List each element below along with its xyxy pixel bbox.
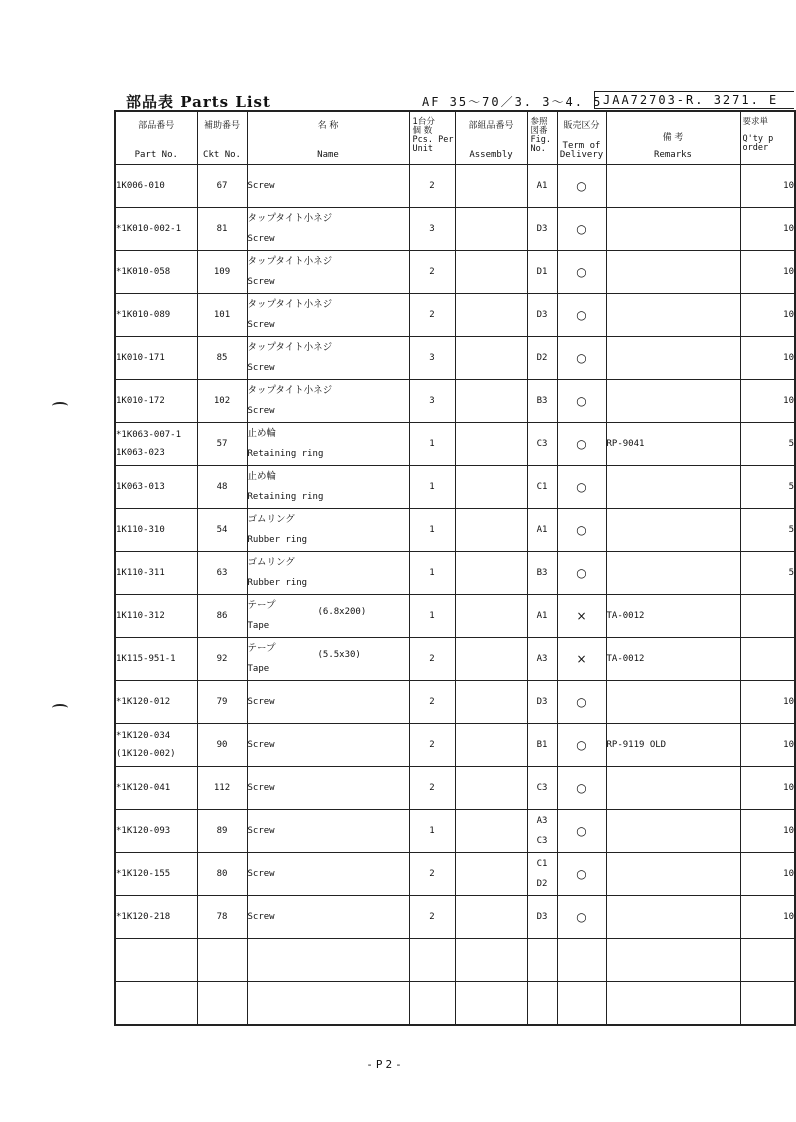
assembly-cell — [455, 294, 527, 337]
name-japanese: テープ — [247, 643, 276, 654]
delivery-cell: × — [557, 595, 606, 638]
name-english: Tape — [247, 621, 270, 631]
ckt-no-cell: 80 — [197, 853, 247, 896]
parts-sheet — [114, 110, 794, 1044]
qty-per-order-cell: 5 — [740, 423, 795, 466]
empty-cell — [115, 939, 197, 982]
part-number: 1K110-311 — [116, 568, 165, 578]
remarks-cell — [606, 208, 740, 251]
name-cell — [247, 165, 409, 208]
remarks-cell — [606, 767, 740, 810]
name-english: Screw — [247, 783, 275, 793]
fig-ref: C3 — [536, 439, 548, 449]
fig-ref: C1 — [536, 482, 548, 492]
name-english: Retaining ring — [247, 449, 324, 459]
part-number: 1K010-171 — [116, 353, 165, 363]
ckt-no-cell: 63 — [197, 552, 247, 595]
part-number: *1K010-002-1 — [116, 224, 182, 234]
col-fig-no: 参照 図番 Fig. No. — [527, 111, 557, 165]
qty-per-order-cell — [740, 595, 795, 638]
qty-per-order-cell: 10 — [740, 767, 795, 810]
name-cell — [247, 552, 409, 595]
empty-cell — [247, 982, 409, 1026]
pcs-per-unit-cell: 3 — [409, 337, 455, 380]
delivery-cell: ○ — [557, 251, 606, 294]
model-designation: AF 35～70／3. 3～4. 5 — [422, 95, 603, 109]
binding-mark — [52, 704, 68, 712]
empty-cell — [557, 982, 606, 1026]
part-number: *1K120-218 — [116, 912, 171, 922]
table-row — [115, 423, 795, 466]
name-cell — [247, 294, 409, 337]
fig-no-cell — [527, 724, 557, 767]
delivery-cell: ○ — [557, 552, 606, 595]
part-no-cell — [115, 681, 197, 724]
name-cell — [247, 681, 409, 724]
table-row — [115, 595, 795, 638]
name-english: Screw — [247, 320, 275, 330]
pcs-per-unit-cell: 1 — [409, 466, 455, 509]
pcs-per-unit-cell: 1 — [409, 595, 455, 638]
remarks-cell — [606, 552, 740, 595]
fig-no-cell — [527, 595, 557, 638]
part-no-cell — [115, 208, 197, 251]
part-no-cell — [115, 294, 197, 337]
table-row — [115, 896, 795, 939]
assembly-cell — [455, 337, 527, 380]
name-english: Screw — [247, 912, 275, 922]
empty-cell — [409, 939, 455, 982]
empty-cell — [740, 939, 795, 982]
fig-no-cell — [527, 165, 557, 208]
part-number: 1K063-013 — [116, 482, 165, 492]
name-cell — [247, 208, 409, 251]
pcs-per-unit-cell: 1 — [409, 509, 455, 552]
qty-per-order-cell: 5 — [740, 509, 795, 552]
ckt-no-cell: 78 — [197, 896, 247, 939]
name-cell — [247, 380, 409, 423]
remarks-cell — [606, 509, 740, 552]
qty-per-order-cell: 10 — [740, 337, 795, 380]
ckt-no-cell: 57 — [197, 423, 247, 466]
fig-ref: A3 — [536, 654, 548, 664]
empty-cell — [455, 939, 527, 982]
fig-ref: D3 — [536, 912, 548, 922]
ckt-no-cell: 101 — [197, 294, 247, 337]
table-row — [115, 810, 795, 853]
assembly-cell — [455, 853, 527, 896]
delivery-cell: ○ — [557, 681, 606, 724]
delivery-cell: ○ — [557, 380, 606, 423]
remarks-cell — [606, 810, 740, 853]
fig-ref: A1 — [536, 611, 548, 621]
assembly-cell — [455, 896, 527, 939]
assembly-cell — [455, 466, 527, 509]
fig-no-cell — [527, 853, 557, 896]
name-japanese: 止め輪 — [247, 428, 277, 439]
empty-cell — [247, 939, 409, 982]
col-part-no: 部品番号 Part No. — [115, 111, 197, 165]
col-pcs-per-unit: 1台分 個 数 Pcs. Per Unit — [409, 111, 455, 165]
name-english: Screw — [247, 697, 275, 707]
assembly-cell — [455, 423, 527, 466]
table-row — [115, 380, 795, 423]
fig-ref: A1 — [536, 525, 548, 535]
assembly-cell — [455, 810, 527, 853]
qty-per-order-cell: 10 — [740, 165, 795, 208]
part-number: *1K120-034 — [116, 731, 171, 741]
part-no-cell — [115, 380, 197, 423]
pcs-per-unit-cell: 2 — [409, 294, 455, 337]
delivery-cell: ○ — [557, 509, 606, 552]
dimension-spec: (5.5x30) — [317, 650, 361, 660]
part-no-cell — [115, 509, 197, 552]
document-code: JAA72703-R. 3271. E — [594, 91, 794, 109]
col-remarks: 備 考 Remarks — [606, 111, 740, 165]
empty-cell — [527, 939, 557, 982]
dimension-spec: (6.8x200) — [317, 607, 367, 617]
empty-cell — [409, 982, 455, 1026]
table-row — [115, 509, 795, 552]
fig-ref: C1 — [536, 859, 548, 869]
fig-ref: A3 — [536, 816, 548, 826]
fig-no-cell — [527, 509, 557, 552]
remarks-cell — [606, 294, 740, 337]
name-english: Rubber ring — [247, 578, 308, 588]
name-english: Screw — [247, 181, 275, 191]
name-cell — [247, 466, 409, 509]
name-cell — [247, 810, 409, 853]
part-number: *1K010-058 — [116, 267, 171, 277]
fig-no-cell — [527, 294, 557, 337]
remarks-cell: RP-9041 — [606, 423, 740, 466]
name-english: Screw — [247, 869, 275, 879]
fig-ref: C3 — [536, 783, 548, 793]
fig-no-cell — [527, 638, 557, 681]
pcs-per-unit-cell: 2 — [409, 767, 455, 810]
delivery-cell: ○ — [557, 294, 606, 337]
remarks-cell: RP-9119 OLD — [606, 724, 740, 767]
table-row — [115, 466, 795, 509]
empty-cell — [197, 939, 247, 982]
col-ckt-no: 補助番号 Ckt No. — [197, 111, 247, 165]
pcs-per-unit-cell: 1 — [409, 552, 455, 595]
fig-no-cell — [527, 466, 557, 509]
ckt-no-cell: 86 — [197, 595, 247, 638]
remarks-cell — [606, 853, 740, 896]
fig-no-cell — [527, 681, 557, 724]
fig-ref: C3 — [536, 836, 548, 846]
table-row — [115, 208, 795, 251]
part-number: 1K006-010 — [116, 181, 165, 191]
empty-row — [115, 982, 795, 1026]
qty-per-order-cell: 10 — [740, 896, 795, 939]
table-row — [115, 681, 795, 724]
fig-no-cell — [527, 208, 557, 251]
name-english: Tape — [247, 664, 270, 674]
pcs-per-unit-cell: 1 — [409, 423, 455, 466]
part-no-cell — [115, 423, 197, 466]
remarks-cell — [606, 466, 740, 509]
assembly-cell — [455, 208, 527, 251]
empty-cell — [455, 982, 527, 1026]
fig-ref: D3 — [536, 310, 548, 320]
delivery-cell: ○ — [557, 767, 606, 810]
ckt-no-cell: 102 — [197, 380, 247, 423]
fig-no-cell — [527, 380, 557, 423]
qty-per-order-cell: 10 — [740, 724, 795, 767]
pcs-per-unit-cell: 3 — [409, 208, 455, 251]
remarks-cell: TA-0012 — [606, 638, 740, 681]
name-japanese: ゴムリング — [247, 557, 295, 568]
page-number: -P2- — [366, 1058, 405, 1071]
col-qty-per-order: 要求単 Q'ty p order — [740, 111, 795, 165]
parts-table — [114, 110, 796, 1026]
assembly-cell — [455, 767, 527, 810]
qty-per-order-cell: 5 — [740, 552, 795, 595]
assembly-cell — [455, 724, 527, 767]
part-no-cell — [115, 896, 197, 939]
part-no-cell — [115, 595, 197, 638]
qty-per-order-cell: 10 — [740, 294, 795, 337]
assembly-cell — [455, 165, 527, 208]
fig-ref: D2 — [536, 879, 548, 889]
delivery-cell: ○ — [557, 208, 606, 251]
table-row — [115, 552, 795, 595]
fig-no-cell — [527, 810, 557, 853]
name-english: Screw — [247, 234, 275, 244]
name-japanese: テープ — [247, 600, 276, 611]
name-japanese: タップタイト小ネジ — [247, 385, 333, 396]
name-cell — [247, 896, 409, 939]
name-english: Screw — [247, 406, 275, 416]
part-no-cell — [115, 853, 197, 896]
ckt-no-cell: 81 — [197, 208, 247, 251]
remarks-cell — [606, 896, 740, 939]
name-english: Screw — [247, 277, 275, 287]
fig-ref: A1 — [536, 181, 548, 191]
pcs-per-unit-cell: 1 — [409, 810, 455, 853]
assembly-cell — [455, 251, 527, 294]
fig-no-cell — [527, 251, 557, 294]
qty-per-order-cell: 10 — [740, 251, 795, 294]
name-cell — [247, 853, 409, 896]
remarks-cell — [606, 251, 740, 294]
part-no-cell — [115, 724, 197, 767]
part-no-cell — [115, 810, 197, 853]
name-cell — [247, 767, 409, 810]
pcs-per-unit-cell: 2 — [409, 853, 455, 896]
delivery-cell: ○ — [557, 810, 606, 853]
name-cell — [247, 509, 409, 552]
assembly-cell — [455, 638, 527, 681]
table-row — [115, 165, 795, 208]
ckt-no-cell: 90 — [197, 724, 247, 767]
fig-ref: B3 — [536, 568, 548, 578]
remarks-cell — [606, 337, 740, 380]
delivery-cell: ○ — [557, 724, 606, 767]
table-header-row — [115, 111, 795, 165]
pcs-per-unit-cell: 2 — [409, 251, 455, 294]
empty-cell — [606, 939, 740, 982]
part-number: 1K063-023 — [116, 448, 165, 458]
name-english: Screw — [247, 740, 275, 750]
part-number: *1K120-093 — [116, 826, 171, 836]
ckt-no-cell: 89 — [197, 810, 247, 853]
assembly-cell — [455, 380, 527, 423]
empty-cell — [740, 982, 795, 1026]
fig-ref: B1 — [536, 740, 548, 750]
name-cell — [247, 724, 409, 767]
qty-per-order-cell: 10 — [740, 208, 795, 251]
delivery-cell: ○ — [557, 423, 606, 466]
fig-ref: D1 — [536, 267, 548, 277]
fig-ref: D2 — [536, 353, 548, 363]
name-english: Screw — [247, 363, 275, 373]
part-no-cell — [115, 767, 197, 810]
name-cell — [247, 595, 409, 638]
empty-row — [115, 939, 795, 982]
part-number: (1K120-002) — [116, 749, 176, 759]
document-title: 部品表 Parts List — [126, 93, 271, 111]
part-number: *1K120-155 — [116, 869, 171, 879]
part-number: 1K110-312 — [116, 611, 165, 621]
part-no-cell — [115, 552, 197, 595]
ckt-no-cell: 85 — [197, 337, 247, 380]
qty-per-order-cell: 10 — [740, 681, 795, 724]
name-japanese: タップタイト小ネジ — [247, 256, 333, 267]
empty-cell — [527, 982, 557, 1026]
qty-per-order-cell: 10 — [740, 853, 795, 896]
fig-no-cell — [527, 767, 557, 810]
pcs-per-unit-cell: 2 — [409, 681, 455, 724]
name-japanese: ゴムリング — [247, 514, 295, 525]
table-row — [115, 251, 795, 294]
part-number: 1K010-172 — [116, 396, 165, 406]
part-no-cell — [115, 337, 197, 380]
part-number: 1K110-310 — [116, 525, 165, 535]
empty-cell — [557, 939, 606, 982]
part-number: *1K010-089 — [116, 310, 171, 320]
part-number: *1K063-007-1 — [116, 430, 182, 440]
part-number: *1K120-041 — [116, 783, 171, 793]
delivery-cell: ○ — [557, 466, 606, 509]
qty-per-order-cell: 5 — [740, 466, 795, 509]
name-japanese: タップタイト小ネジ — [247, 213, 333, 224]
part-number: *1K120-012 — [116, 697, 171, 707]
table-row — [115, 294, 795, 337]
fig-ref: D3 — [536, 224, 548, 234]
empty-cell — [606, 982, 740, 1026]
ckt-no-cell: 79 — [197, 681, 247, 724]
name-cell — [247, 251, 409, 294]
fig-no-cell — [527, 552, 557, 595]
name-cell — [247, 638, 409, 681]
part-no-cell — [115, 638, 197, 681]
binding-mark — [52, 402, 68, 410]
name-english: Rubber ring — [247, 535, 308, 545]
delivery-cell: ○ — [557, 853, 606, 896]
ckt-no-cell: 92 — [197, 638, 247, 681]
remarks-cell: TA-0012 — [606, 595, 740, 638]
fig-no-cell — [527, 896, 557, 939]
remarks-cell — [606, 380, 740, 423]
table-row — [115, 638, 795, 681]
col-term-of-delivery: 販売区分 Term of Delivery — [557, 111, 606, 165]
assembly-cell — [455, 595, 527, 638]
parts-rows — [115, 165, 795, 1026]
ckt-no-cell: 67 — [197, 165, 247, 208]
name-japanese: タップタイト小ネジ — [247, 342, 333, 353]
fig-no-cell — [527, 337, 557, 380]
part-no-cell — [115, 165, 197, 208]
part-no-cell — [115, 466, 197, 509]
qty-per-order-cell — [740, 638, 795, 681]
assembly-cell — [455, 681, 527, 724]
delivery-cell: ○ — [557, 337, 606, 380]
fig-ref: B3 — [536, 396, 548, 406]
ckt-no-cell: 109 — [197, 251, 247, 294]
ckt-no-cell: 54 — [197, 509, 247, 552]
table-row — [115, 337, 795, 380]
part-number: 1K115-951-1 — [116, 654, 176, 664]
delivery-cell: × — [557, 638, 606, 681]
name-english: Retaining ring — [247, 492, 324, 502]
name-japanese: タップタイト小ネジ — [247, 299, 333, 310]
pcs-per-unit-cell: 2 — [409, 724, 455, 767]
table-row — [115, 853, 795, 896]
ckt-no-cell: 48 — [197, 466, 247, 509]
name-japanese: 止め輪 — [247, 471, 277, 482]
assembly-cell — [455, 509, 527, 552]
page-header — [126, 91, 779, 111]
part-no-cell — [115, 251, 197, 294]
pcs-per-unit-cell: 2 — [409, 896, 455, 939]
fig-no-cell — [527, 423, 557, 466]
pcs-per-unit-cell: 2 — [409, 638, 455, 681]
remarks-cell — [606, 681, 740, 724]
qty-per-order-cell: 10 — [740, 810, 795, 853]
name-english: Screw — [247, 826, 275, 836]
table-row — [115, 767, 795, 810]
empty-cell — [115, 982, 197, 1026]
empty-cell — [197, 982, 247, 1026]
pcs-per-unit-cell: 3 — [409, 380, 455, 423]
remarks-cell — [606, 165, 740, 208]
table-row — [115, 724, 795, 767]
delivery-cell: ○ — [557, 165, 606, 208]
col-name: 名 称 Name — [247, 111, 409, 165]
name-cell — [247, 423, 409, 466]
name-cell — [247, 337, 409, 380]
ckt-no-cell: 112 — [197, 767, 247, 810]
fig-ref: D3 — [536, 697, 548, 707]
col-assembly: 部組品番号 Assembly — [455, 111, 527, 165]
delivery-cell: ○ — [557, 896, 606, 939]
pcs-per-unit-cell: 2 — [409, 165, 455, 208]
assembly-cell — [455, 552, 527, 595]
qty-per-order-cell: 10 — [740, 380, 795, 423]
